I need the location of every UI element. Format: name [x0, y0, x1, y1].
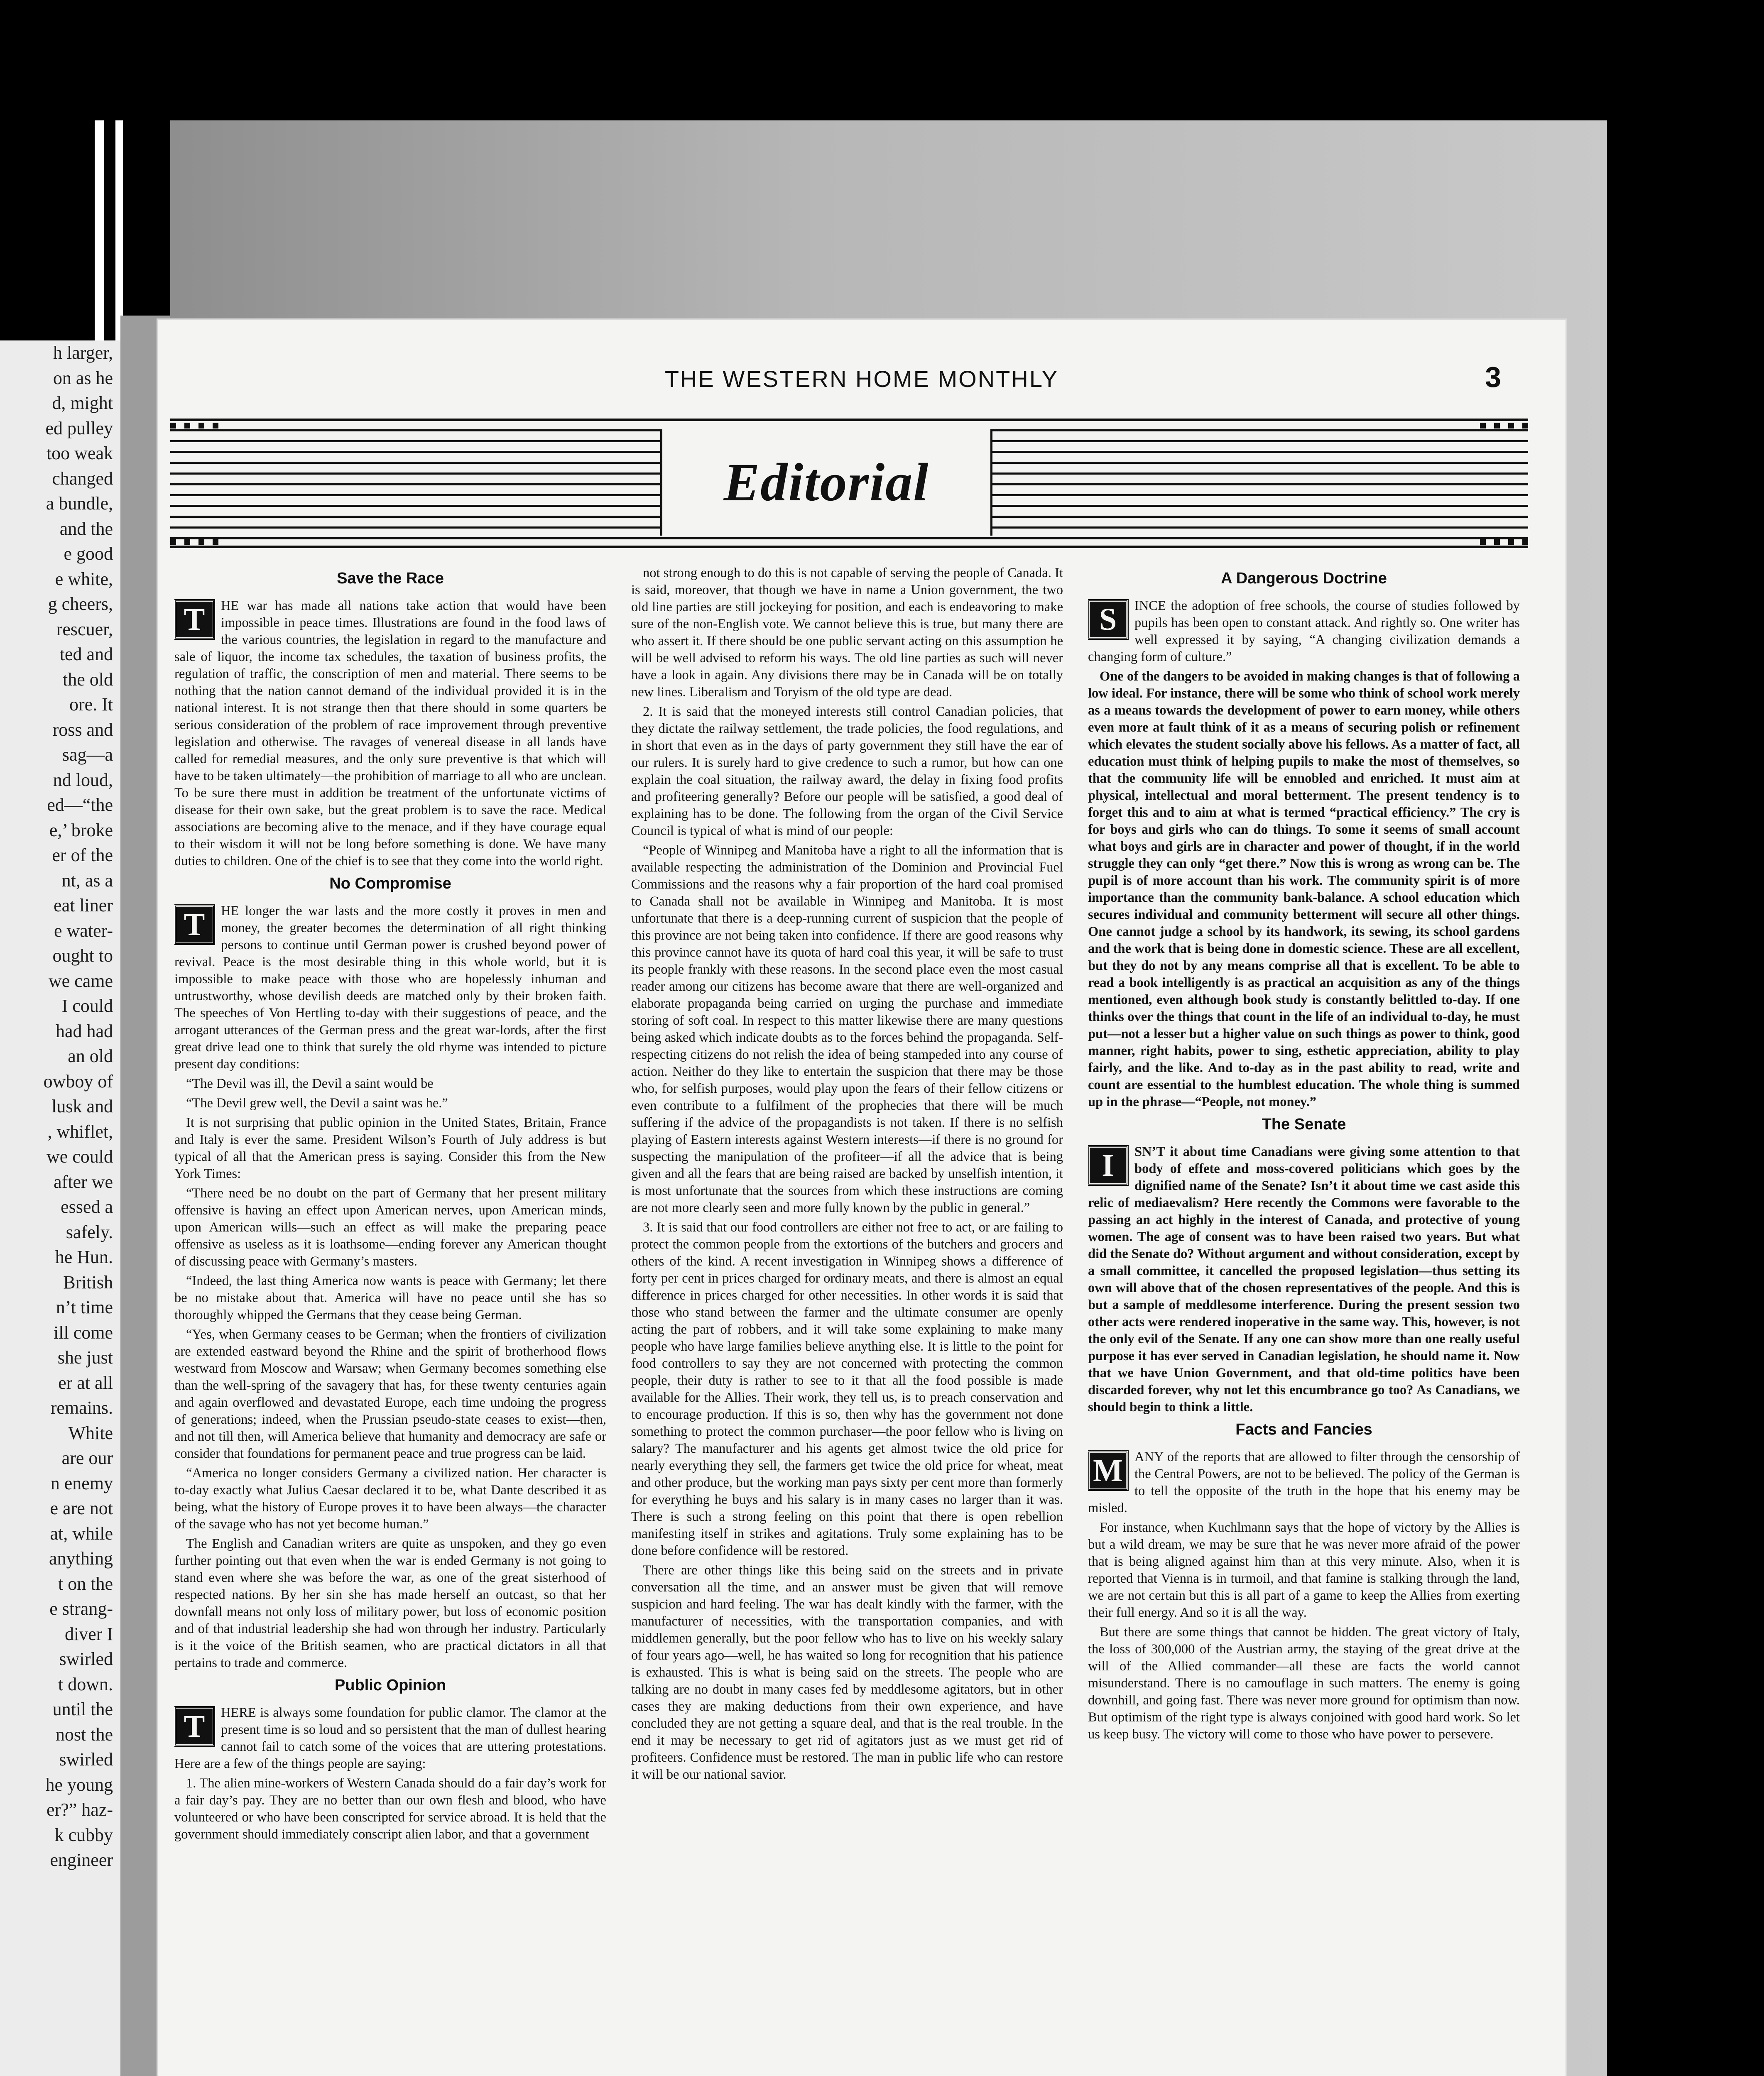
fragment-line: h larger, [53, 343, 113, 363]
running-header [158, 361, 1566, 399]
paragraph-text: The English and Canadian writers are quite as unspoken, and they go even further pointing out that even when the war is ended Germany is not going to stand even where she was before the war, as one of the great sisterhood of respected nations. By her sin she has made herself an outcast, so that her downfall means not only loss of military power, but loss of economic position and of that industrial leadership she had won through her industry. Particularly is it the voice of the British seamen, who are practical dictators in all that pertains to trade and commerce. [174, 1536, 606, 1670]
fragment-line: e strang- [49, 1599, 113, 1619]
paragraph-text: ANY of the reports that are allowed to filter through the censorship of the Central Powers, are not to be believed. The policy of the German is to tell the opposite of the truth in the hope that his enemy may be misled. [1088, 1449, 1520, 1515]
fragment-line: er?” haz- [47, 1799, 113, 1820]
paragraph-text: HE war has made all nations take action that would have been impossible in peace times. Illustrations are found in the food laws of the various countries, the legislation in regard to the manufacture and sale of liquor, the income tax schedules, the taxation of business profits, the regulation of traffic, the conscription of men and material. There seems to be nothing that the nation cannot demand of the individual provided it is in the national interest. It is not strange then that there should in some quarters be serious consideration of the problem of race improvement through preventive legislation and otherwise. The ravages of venereal disease in all lands have called for remedial measures, and the only sure preventive is that which will have to be taken ultimately—the prohibition of marriage to all who are unclean. To be sure there must in addition be treatment of the unfortunate victims of disease for their own sake, but the great problem is to save the race. Medical associations are becoming alive to the menace, and if they have courage equal to their wisdom it will not be long before something is done. We have many duties to children. One of the chief is to see that they come into the world right. [174, 598, 606, 869]
paragraph-text: But there are some things that cannot be hidden. The great victory of Italy, the loss of 300,000 of the Austrian army, the staying of the great drive at the will of the Allied commander—all these are facts the world cannot misunderstand. There is no camouflage in such matters. The enemy is going downhill, and going fast. There was never more ground for optimism than now. But optimism of the right type is always conjoined with good hard work. So let us keep busy. The victory will come to those who have power to persevere. [1088, 1625, 1520, 1742]
banner-ornament [198, 539, 204, 545]
fragment-line: er at all [58, 1372, 113, 1393]
article-title: No Compromise [329, 875, 451, 892]
fragment-line: the old [63, 669, 113, 690]
article-paragraph [174, 1326, 606, 1462]
article-title: Public Opinion [334, 1677, 446, 1694]
banner-rule [170, 419, 1528, 421]
paragraph-text: It is not surprising that public opinion in the United States, Britain, France and Italy is ever the same. President Wilson’s Fourth of July address is but typical of all that the American press is saying. Consider this from the New York Times: [174, 1115, 606, 1181]
editorial-page [158, 320, 1566, 2076]
fragment-line: engineer [50, 1850, 113, 1870]
article-paragraph [174, 1185, 606, 1270]
fragment-line: diver I [64, 1623, 113, 1644]
banner-ornament [1508, 539, 1514, 545]
fragment-line: ought to [52, 945, 113, 966]
scan-edge-bar [95, 120, 104, 349]
fragment-line: changed [52, 468, 113, 489]
paragraph-text: “People of Winnipeg and Manitoba have a right to all the information that is available respecting the administration of the Dominion and Provincial Fuel Commissions and the reasons why a fair proportion of the hard coal promised to Canada shall not be available in Winnipeg and Manitoba. It is most unfortunate that there is a deep-running current of suspicion that the people of this province are not being taken into confidence. If there are good reasons why this province cannot have its quota of hard coal this year, it will be safe to trust its people frankly with these reasons. In the second place even the most casual reader among our citizens has become aware that there are well-organized and elaborate propaganda being carried on urging the purchase and immediate storing of soft coal. In respect to this matter likewise there are many questions being asked which indicate doubts as to the forces behind the propaganda. Self-respecting citizens do not relish the idea of being stampeded into any course of action. Neither do they like to entertain the suspicion that there may be those who, for selfish purposes, would play upon the fears of their fellow citizens or even contribute to a fulfilment of the prophecies that there will be much suffering if the advice of the propagandists is not taken. If there is no selfish playing of Eastern interests against Western interests—if there is no ground for suspecting the manipulation of the profiteer—if all the advice that is being given and all the fears that are being raised are backed by unselfish intention, it is most unfortunate that the sources from which these instructions are coming are not more clearly seen and more fully known by the public in general.” [631, 843, 1063, 1215]
article-paragraph [631, 703, 1063, 840]
fragment-line: she just [57, 1347, 113, 1368]
drop-cap: M [1088, 1451, 1128, 1490]
paragraph-text: 2. It is said that the moneyed interests still control Canadian policies, that they dictate the railway settlement, the trade policies, the food regulations, and in short that even as in the days of party government they still have the ear of our rulers. It is surely hard to give credence to such a rumor, but how can one explain the coal situation, the railway award, the delay in fixing food profits and profiteering generally? Before our people will be satisfied, a good deal of explaining has to be done. The following from the organ of the Civil Service Council is typical of what is mind of our people: [631, 704, 1063, 838]
banner-ornament [213, 539, 218, 545]
page-number: 3 [1485, 361, 1501, 393]
banner-ornament [213, 423, 218, 428]
fragment-line: he young [45, 1774, 113, 1795]
fragment-line: , whiflet, [47, 1121, 113, 1142]
fragment-line: ross and [52, 719, 113, 740]
article-paragraph [174, 903, 606, 1073]
fragment-line: ed pulley [45, 418, 113, 438]
drop-cap: T [174, 1707, 214, 1746]
drop-cap: S [1088, 600, 1128, 639]
banner-ornament [1522, 539, 1528, 545]
banner-ornament [1508, 423, 1514, 428]
banner-ornament [170, 423, 176, 428]
fragment-line: ore. It [69, 694, 113, 715]
paragraph-text: 1. The alien mine-workers of Western Canada should do a fair day’s work for a fair day’s pay. They are no better than our own flesh and blood, who have volunteered or who have been conscripted for service abroad. It is held that the government should immediately conscript alien labor, and that a government [174, 1776, 606, 1842]
banner-ornament [184, 539, 190, 545]
fragment-line: we came [48, 970, 113, 991]
fragment-line: too weak [46, 443, 113, 463]
fragment-line: safely. [66, 1222, 113, 1242]
fragment-line: swirled [59, 1649, 113, 1669]
article-paragraph [1088, 1449, 1520, 1517]
fragment-line: ted and [59, 644, 113, 664]
fragment-line: until the [52, 1699, 113, 1719]
paragraph-text: “The Devil grew well, the Devil a saint was he.” [186, 1096, 448, 1111]
fragment-line: sag—a [62, 744, 113, 765]
paragraph-text: “There need be no doubt on the part of Germany that her present military offensive is having an effect upon American nerves, upon American minds, upon American wills—such an effect as will make the preparing peace offensive as useless as it is loathsome—ending forever any American thought of discussing peace with Germany’s masters. [174, 1186, 606, 1269]
banner-ornament [184, 423, 190, 428]
article-paragraph [174, 1775, 606, 1843]
fragment-line: had had [55, 1021, 113, 1041]
section-title: Editorial [723, 453, 929, 512]
article-paragraph [1088, 597, 1520, 666]
paragraph-text: “The Devil was ill, the Devil a saint would be [186, 1076, 434, 1091]
fragment-line: nd loud, [53, 769, 113, 790]
fragment-line: we could [46, 1146, 113, 1167]
banner-rule [170, 537, 1528, 539]
paragraph-text: HE longer the war lasts and the more costly it proves in men and money, the greater becomes the determination of all right thinking persons to continue until German power is crushed beyond power of revival. Peace is the most desirable thing in this whole world, but it is impossible to make peace with those who are hopelessly inhuman and untrustworthy, whose devilish deeds are matched only by their broken faith. The speeches of Von Hertling to-day with their suggestions of peace, and the arrogant utterances of the German press and the great war-lords, after the first great drive lead one to think that surely the old rhyme was intended to picture present day conditions: [174, 903, 606, 1072]
column-2 [631, 565, 1063, 2076]
article-paragraph [1088, 1624, 1520, 1743]
fragment-line: ill come [54, 1322, 113, 1343]
article-title: A Dangerous Doctrine [1221, 570, 1387, 587]
editorial-banner [170, 419, 1528, 548]
fragment-line: n’t time [56, 1297, 113, 1317]
paragraph-text: 3. It is said that our food controllers are either not free to act, or are failing to protect the common people from the extortions of the butchers and grocers and others of the kind. A recent investigation in Winnipeg shows a difference of forty per cent in prices charged for ordinary meats, and there is almost an equal difference in prices charged for other necessities. In other words it is said that those who stand between the farmer and the ultimate consumer are openly acting the part of robbers, and it will take some explaining to make many people who have large families believe anything else. It is little to the point for food controllers to say they are not concerned with protecting the common people, their duty is rather to see to it that all the food possible is made available for the Allies. Their work, they tell us, is to preach conservation and to encourage production. If this is so, then why has the government not done something to protect the common purchaser—the poor fellow who is living on salary? The manufacturer and his agents get almost twice the old price for nearly everything they sell, the farmers get twice the old price for wheat, meat and other produce, but the working man pays sixty per cent more than formerly for everything he buys and his salary is in many cases no larger than it was. There is such a strong feeling on this point that there is open rebellion manifesting itself in strikes and agitations. Truly some explaining has to be done before confidence will be restored. [631, 1220, 1063, 1558]
fragment-line: and the [59, 518, 113, 539]
paragraph-text: For instance, when Kuchlmann says that the hope of victory by the Allies is but a wild dream, we may be sure that he was never more afraid of the power that is being aligned against him than at this very minute. Also, when it is reported that Vienna is in turmoil, and that famine is stalking through the land, we are not certain but this is all part of a game to keep the Allies from exerting their full energy. And so it is all the way. [1088, 1520, 1520, 1620]
paragraph-text: SN’T it about time Canadians were giving some attention to that body of effete and moss-covered politicians which goes by the dignified name of the Senate? Isn’t it about time we cast aside this relic of mediaevalism? Here recently the Commons were favorable to the passing an act highly in the interest of Canada, and protective of young women. The age of consent was to have been raised two years. But what did the Senate do? Without argument and without consideration, except by a small committee, it cancelled the proposed legislation—thus setting its own will above that of the chosen representatives of the people. And this is but a sample of meddlesome interference. During the present session two other acts were rendered inoperative in the same way. This, however, is not the only evil of the Senate. If any one can show more than one really useful purpose it has ever served in Canadian legislation, he should name it. Now that we have Union Government, and that old-time politics have been discarded forever, why not let this encumbrance go too? As Canadians, we should begin to think a little. [1088, 1144, 1520, 1415]
drop-cap: T [174, 600, 214, 639]
banner-ornament [1480, 423, 1486, 428]
banner-ornament [198, 423, 204, 428]
paragraph-text: One of the dangers to be avoided in making changes is that of following a low ideal. For instance, there will be some who think of school work merely as a means towards the development of power to earn money, while others even more at fault think of it as a means of securing polish or refinement which elevates the student socially above his fellows. As a matter of fact, all education must think of helping pupils to make the most of themselves, so that the community life will be ennobled and enriched. It must aim at physical, intellectual and moral betterment. The present tendency is to forget this and to aim at what is termed “practical efficiency.” The cry is for boys and girls who can do things. To some it seems of small account what boys and girls are in character and power of thought, if in the world struggle they can only “get there.” Now this is wrong as wrong can be. The pupil is of more account than his work. The community spirit is of more importance than the community bank-balance. A school education which secures individual and community betterment will secure all other things. One cannot judge a school by its handwork, its sewing, its school gardens and the work that is being done in domestic science. These are all excellent, but they do not by any means comprise all that is excellent. To be able to read a book intelligently is as practical an acquisition as any of the things mentioned, even although book study is constantly belittled to-day. If one thinks over the things that count in the life of an individual to-day, he must put—not a lesser but a higher value on such things as power to think, good manner, right habits, power to sing, esthetic appreciation, ability to play fairly, and the like. And to-day as in the past ability to read, write and count are essential to the humblest education. The whole thing is summed up in the phrase—“People, not money.” [1088, 669, 1520, 1109]
fragment-line: eat liner [54, 895, 113, 916]
drop-cap: T [174, 905, 214, 944]
fragment-line: lusk and [51, 1096, 113, 1116]
fragment-line: t on the [58, 1573, 113, 1594]
paragraph-text: “Indeed, the last thing America now wants is peace with Germany; let there be no mistake about that. America will have no peace until she has so thoroughly whipped the Germans that they cease being German. [174, 1273, 606, 1322]
article-paragraph [1088, 1519, 1520, 1621]
paragraph-text: “America no longer considers Germany a civilized nation. Her character is to-day exactly what Julius Caesar declared it to be, what Dante described it as being, what the history of Europe proves it to have been always—the character of the savage who has not yet become human.” [174, 1466, 606, 1532]
banner-ornament [1480, 539, 1486, 545]
fragment-line: g cheers, [48, 594, 113, 614]
section-title-plate [660, 429, 992, 536]
fragment-line: I could [61, 996, 113, 1016]
article-paragraph [174, 1535, 606, 1672]
banner-ornament [1494, 539, 1500, 545]
fragment-line: d, might [52, 393, 113, 413]
fragment-line: an old [68, 1046, 113, 1066]
drop-cap: I [1088, 1146, 1128, 1185]
fragment-line: e are not [50, 1498, 113, 1518]
fragment-line: er of the [52, 845, 113, 865]
fragment-line: essed a [61, 1197, 113, 1217]
article-paragraph [174, 1273, 606, 1324]
article-paragraph [631, 1562, 1063, 1783]
paragraph-text: HERE is always some foundation for public clamor. The clamor at the present time is so loud and so persistent that the man of dullest hearing cannot fail to catch some of the voices that are uttering protestations. Here are a few of the things people are saying: [174, 1705, 606, 1771]
fragment-line: owboy of [43, 1071, 113, 1092]
fragment-line: anything [49, 1548, 113, 1569]
fragment-line: White [68, 1422, 113, 1443]
fragment-line: are our [61, 1448, 113, 1468]
fragment-line: e good [64, 543, 113, 564]
fragment-line: swirled [59, 1749, 113, 1770]
paragraph-text: not strong enough to do this is not capable of serving the people of Canada. It is said, moreover, that though we have in name a Union government, the two old line parties are still jockeying for position, and each is endeavoring to make sure of the non-English vote. We cannot believe this is true, but many there are who assert it. If there should be one public servant acting on this assumption he will be well advised to reform his ways. The old line parties as such will never have a look in again. Any divisions there may be in Canada will be on totally new lines. Liberalism and Toryism of the old type are dead. [631, 566, 1063, 700]
article-paragraph [1088, 668, 1520, 1111]
fragment-line: nt, as a [61, 870, 113, 891]
fragment-line: nost the [55, 1724, 113, 1745]
article-title: The Senate [1262, 1116, 1346, 1133]
article-title: Facts and Fancies [1235, 1421, 1372, 1438]
fragment-line: after we [54, 1171, 113, 1192]
fragment-line: ed—“the [47, 795, 113, 815]
fragment-line: remains. [50, 1398, 113, 1418]
article-paragraph [631, 565, 1063, 701]
article-paragraph [1088, 1143, 1520, 1416]
article-paragraph [174, 1075, 606, 1092]
paragraph-text: There are other things like this being said on the streets and in private conversation all the time, and an answer must be given that will remove suspicion and hard feeling. The war has dealt kindly with the farmer, with the manufacturer of necessities, with the transportation companies, and with middlemen generally, but the poor fellow who has to live on his weekly salary of four years ago—well, he has waited so long for recognition that his patience is exhausted. This is what is being said on the streets. The people who are talking are no doubt in many cases fed by meddlesome agitators, but in other cases they are making deductions from their own experience, and have concluded they are not getting a square deal, and that is the real trouble. In the end it may be necessary to get rid of agitators just as we must get rid of profiteers. Confidence must be restored. The man in public life who can restore it will be our national savior. [631, 1563, 1063, 1782]
fragment-line: on as he [53, 367, 113, 388]
fragment-line: he Hun. [55, 1247, 113, 1267]
paragraph-text: “Yes, when Germany ceases to be German; when the frontiers of civilization are extended eastward beyond the Rhine and the spirit of brotherhood flows westward from Moscow and Warsaw; when Germany becomes something else than the well-spring of the savagery that has, for these twenty centuries again and again overflowed and devastated Europe, each time undoing the progress of generations; indeed, when the Prussian pseudo-state ceases to exist—then, and not till then, will America believe that humanity and democracy are safe or consider that foundations for permanent peace and true progress can be laid. [174, 1327, 606, 1461]
fragment-line: e,’ broke [49, 820, 113, 840]
paragraph-text: INCE the adoption of free schools, the course of studies followed by pupils has been open to constant attack. And rightly so. One writer has well expressed it by saying, “A changing civilization demands a changing form of culture.” [1088, 598, 1520, 664]
magazine-title: THE WESTERN HOME MONTHLY [664, 366, 1059, 392]
fragment-line: n enemy [50, 1473, 113, 1493]
facing-page-fragment [0, 340, 120, 2076]
scan-edge-bar [115, 120, 123, 349]
article-title: Save the Race [337, 570, 444, 587]
fragment-line: k cubby [54, 1824, 113, 1845]
article-paragraph [174, 597, 606, 870]
banner-rule [170, 546, 1528, 548]
column-1 [174, 565, 606, 2076]
fragment-line: t down. [58, 1674, 113, 1694]
fragment-line: e water- [54, 920, 113, 941]
article-paragraph [174, 1095, 606, 1112]
fragment-line: at, while [50, 1523, 113, 1544]
article-paragraph [174, 1704, 606, 1772]
banner-ornament [1522, 423, 1528, 428]
column-3 [1088, 565, 1520, 2076]
article-paragraph [174, 1114, 606, 1182]
article-paragraph [631, 842, 1063, 1217]
article-paragraph [174, 1465, 606, 1533]
fragment-line: e white, [55, 568, 113, 589]
article-paragraph [631, 1219, 1063, 1559]
fragment-line: British [63, 1272, 113, 1293]
fragment-line: a bundle, [46, 493, 113, 514]
banner-ornament [170, 539, 176, 545]
fragment-line: rescuer, [56, 619, 113, 639]
banner-ornament [1494, 423, 1500, 428]
